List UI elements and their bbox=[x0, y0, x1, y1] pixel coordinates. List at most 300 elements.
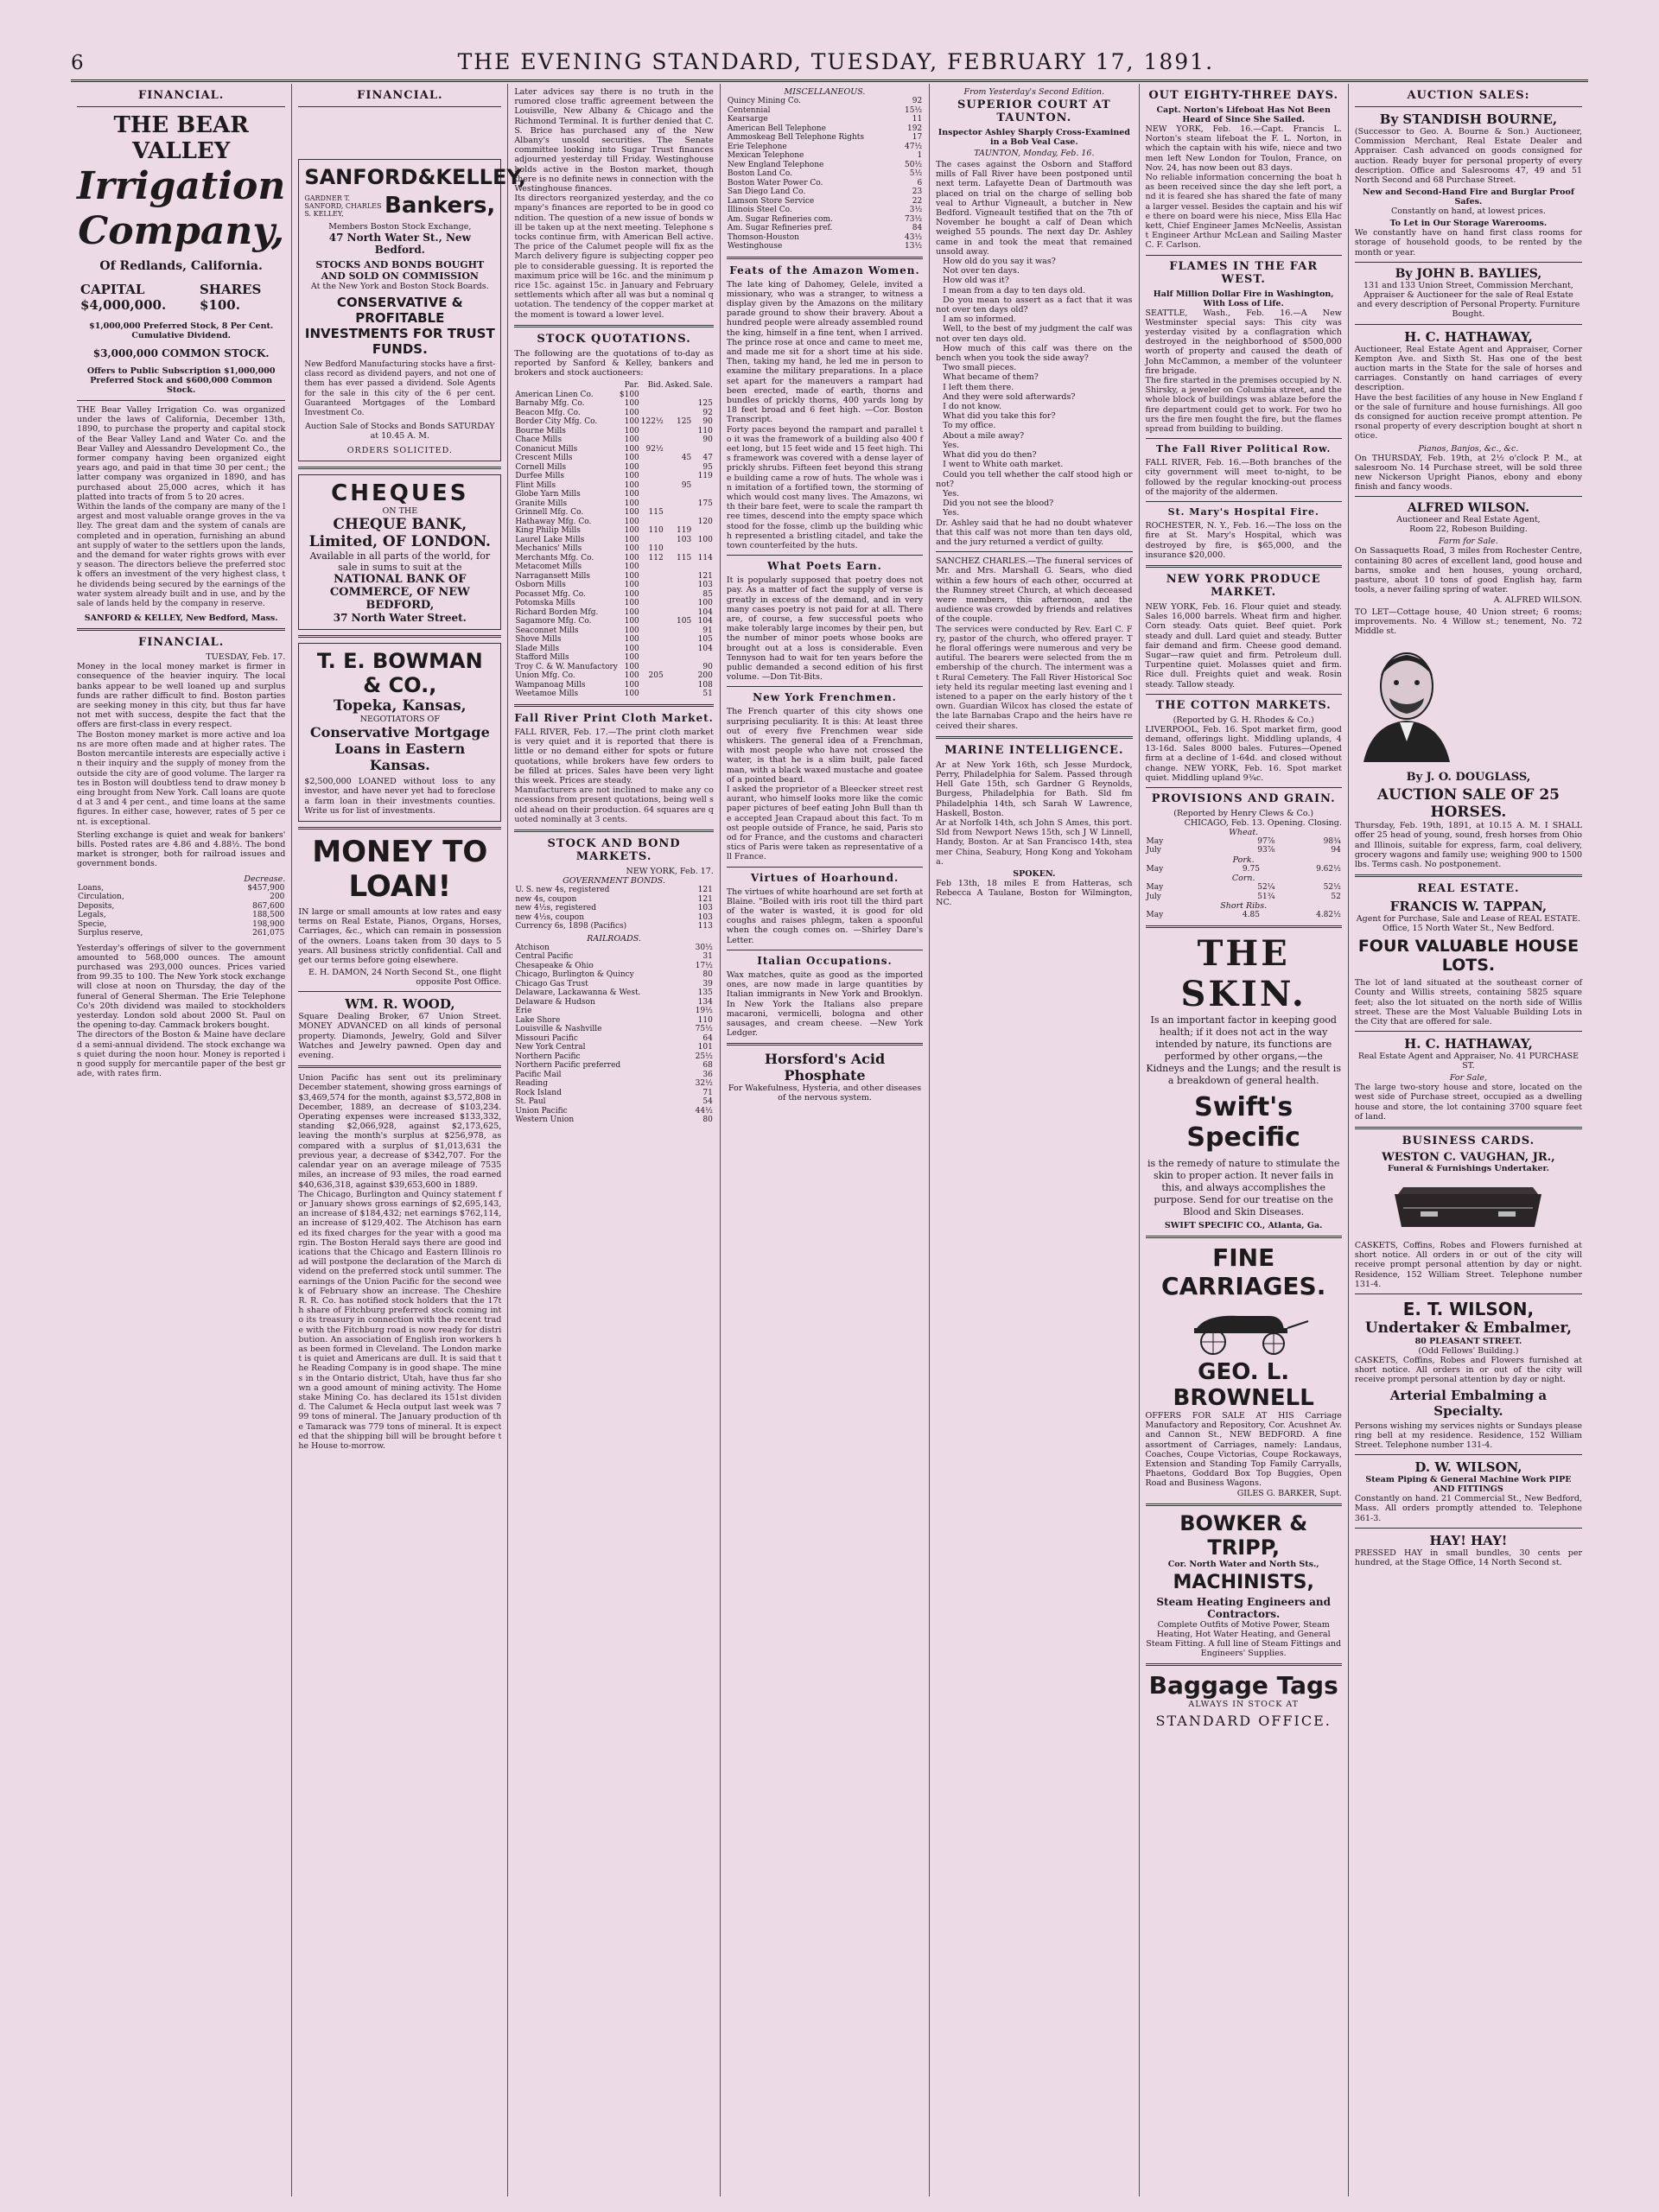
court-sub: Inspector Ashley Sharply Cross-Examined in a Bob Veal Case. bbox=[938, 128, 1130, 147]
hathaway-name: H. C. HATHAWAY, bbox=[1404, 328, 1533, 345]
bourne-const: Constantly on hand, at lowest prices. bbox=[1390, 207, 1546, 217]
quote-row-cell: 100 bbox=[624, 408, 639, 417]
quote-row-cell: 100 bbox=[624, 517, 639, 526]
poets-title: What Poets Earn. bbox=[767, 560, 882, 573]
marine-continued: Ar at Norfolk 14th, sch John S Ames, this port. Sld from Newport News 15th, sch J W Linnell, Handy, Boston. Ar at San Francisco 14th, steamer China, Seabury, Hong Kong and Yokohama. bbox=[936, 818, 1133, 867]
brownell-body: OFFERS FOR SALE AT HIS Carriage Manufactory and Repository, Cor. Acushnet Av. and Cannon St., NEW BEDFORD. A fine assortment of Carriages, namely: Landaus, Coaches, Coupe Victorias, Coupe Rockaways, Extension and Standing Top Family Carryalls, Phaetons, Goddard Box Top Buggies, Open Road and Business Wagons. bbox=[1145, 1410, 1342, 1489]
quote-row-cell: Flint Mills bbox=[515, 480, 556, 490]
statement-row bbox=[77, 911, 285, 920]
grain-cell: 52½ bbox=[1323, 883, 1341, 893]
sk-stocks: STOCKS AND BONDS BOUGHT AND SOLD ON COMMISSION bbox=[315, 259, 485, 282]
quote-row-cell bbox=[640, 409, 664, 418]
grain-cell: May bbox=[1146, 883, 1164, 893]
railroad-row-cell: 25½ bbox=[695, 1052, 713, 1061]
railroad-row-cell: Pacific Mail bbox=[515, 1070, 562, 1079]
hore-title: Virtues of Hoarhound. bbox=[750, 871, 899, 884]
misc-row-cell: Quincy Mining Co. bbox=[727, 97, 801, 105]
gov-bond-row-cell: new 4½s, registered bbox=[515, 904, 597, 913]
quote-row-cell: Merchants Mfg. Co. bbox=[515, 553, 594, 563]
money-to-loan: MONEY TO LOAN! bbox=[312, 835, 488, 905]
tb-loans: Conservative Mortgage Loans in Eastern Kansas. bbox=[309, 724, 490, 774]
quote-row bbox=[514, 590, 714, 600]
financial-heading-2: FINANCIAL. bbox=[137, 636, 225, 650]
brownell-name: GEO. L. BROWNELL bbox=[1173, 1358, 1314, 1411]
quote-row-cell bbox=[640, 481, 664, 491]
misc-row-cell: San Diego Land Co. bbox=[727, 188, 806, 196]
column-4 bbox=[721, 84, 930, 2196]
quote-row-cell: 100 bbox=[624, 653, 639, 663]
grain-group-table bbox=[1146, 911, 1342, 920]
grain-row bbox=[1146, 846, 1342, 855]
misc-row bbox=[727, 106, 923, 116]
quote-row-cell: 104 bbox=[697, 607, 713, 617]
testimony-line: And they were sold afterwards? bbox=[943, 391, 1076, 402]
quote-row-cell bbox=[692, 481, 714, 491]
statement-row bbox=[77, 902, 285, 912]
railroad-row bbox=[514, 1016, 714, 1026]
testimony-line: How old was it? bbox=[943, 276, 1009, 286]
gov-bonds-table bbox=[514, 886, 714, 931]
sk-partners: GARDNER T. SANFORD, CHARLES S. KELLEY, bbox=[304, 194, 382, 218]
misc-row-cell: 47½ bbox=[904, 142, 923, 151]
bear-valley-title: THE BEAR VALLEY bbox=[113, 112, 249, 164]
bank-statement-title: Decrease. bbox=[244, 874, 286, 884]
quote-row-cell: 100 bbox=[624, 617, 639, 626]
french-continued: I asked the proprietor of a Bleecker street restaurant, who himself looks more like the comic paper pictures of beef eating John Bull than the accepted Jean Crapaud about this fact. To most people outside of France, he said, Paris stood for France, and the customs and characteristics of Paris were taken as representative of all France. bbox=[726, 785, 924, 862]
railroads-table bbox=[514, 944, 714, 1125]
grain-row bbox=[1146, 893, 1342, 902]
misc-row-cell: Am. Sugar Refineries com. bbox=[727, 214, 833, 224]
baggage-tags-title: Baggage Tags bbox=[1148, 1671, 1338, 1700]
quote-row-cell: 104 bbox=[697, 617, 713, 626]
quote-row-cell bbox=[664, 463, 693, 473]
gov-bond-row-cell: 103 bbox=[697, 904, 713, 913]
forsale-title: For Sale, bbox=[1449, 1073, 1488, 1084]
quote-row-cell: King Philip Mills bbox=[515, 526, 581, 536]
testimony-line: About a mile away? bbox=[943, 430, 1025, 441]
page-number: 6 bbox=[71, 52, 84, 74]
testimony-line: I mean from a day to ten days old. bbox=[943, 285, 1085, 296]
financial-heading-col2: FINANCIAL. bbox=[357, 89, 443, 102]
grain-cell: 52¼ bbox=[1257, 883, 1275, 893]
quote-row-cell bbox=[664, 653, 693, 663]
stock-quotations-intro: The following are the quotations of to-day as reported by Sanford & Kelley, bankers and brokers and stock auctioneers: bbox=[514, 348, 714, 378]
quote-row-cell bbox=[640, 454, 664, 463]
quote-row-cell: 100 bbox=[624, 589, 639, 599]
cotton-sub: (Reported by G. H. Rhodes & Co.) bbox=[1173, 715, 1314, 725]
gov-bond-row-cell: Currency 6s, 1898 (Pacifics) bbox=[515, 922, 627, 931]
quote-row-cell: Sale. bbox=[693, 381, 713, 391]
quote-row-cell: 100 bbox=[624, 462, 639, 472]
dw-name: D. W. WILSON, bbox=[1414, 1459, 1522, 1476]
quote-row-cell bbox=[692, 526, 714, 536]
tappan-name: FRANCIS W. TAPPAN, bbox=[1389, 899, 1548, 915]
railroad-row-cell: 68 bbox=[702, 1061, 713, 1071]
farm-sign: A. ALFRED WILSON. bbox=[1493, 594, 1582, 605]
railroad-row-cell: 19½ bbox=[695, 1007, 713, 1016]
marine-title: MARINE INTELLIGENCE. bbox=[944, 743, 1124, 757]
misc-row-cell: American Bell Telephone bbox=[727, 124, 826, 133]
quote-row-cell: 100 bbox=[624, 644, 639, 653]
wilson-auction-addr: Room 22, Robeson Building. bbox=[1409, 524, 1528, 535]
quote-row-cell bbox=[664, 690, 693, 699]
quote-row-cell: Richard Borden Mfg. bbox=[515, 607, 599, 617]
tappan-addr: Office, 15 North Water St., New Bedford. bbox=[1382, 924, 1554, 934]
testimony-line: Do you mean to assert as a fact that it was not over ten days old? bbox=[936, 295, 1133, 315]
bowman-ad bbox=[298, 643, 501, 822]
statement-row-cell: $457,900 bbox=[247, 883, 285, 893]
quote-row bbox=[514, 518, 714, 527]
railroad-row bbox=[514, 970, 714, 980]
railroad-row-cell: New York Central bbox=[515, 1043, 586, 1052]
quote-row bbox=[514, 472, 714, 481]
misc-title: MISCELLANEOUS. bbox=[784, 87, 866, 97]
bear-valley-continued: Within the lands of the company are many of the largest and most valuable orange groves in the valley. The great dam and the system of canals are completed and in operation, furnishing an abundant supply of water to the settlers upon the lands, and the demand for water rights grows with every season. The directors believe the preferred stock offers an investment of the very highest class, the dividends being secured by the earnings of the water system already built and in use, and by the sale of lands held by the company in reserve. bbox=[77, 502, 286, 609]
column-7 bbox=[1349, 84, 1588, 2196]
railroad-row bbox=[514, 1007, 714, 1016]
railroad-row-cell: 30½ bbox=[695, 943, 713, 952]
railroad-row-cell: 101 bbox=[697, 1043, 713, 1052]
misc-row bbox=[727, 197, 923, 207]
misc-row-cell: 43½ bbox=[904, 232, 923, 242]
quote-row-cell bbox=[640, 427, 664, 436]
misc-row-cell: Am. Sugar Refineries pref. bbox=[727, 224, 833, 232]
quote-row-cell bbox=[664, 590, 693, 600]
amazon-body: The late king of Dahomey, Gelele, invited a missionary, who was a stranger, to witness a display given by the Amazons on the military parade ground to show their bravery. About a hundred people were already assembled round the king, himself in a fine tent, when I arrived. The prince rose at once and came to meet me, and made me sit for a short time at his side. Then, taking my hand, he led me in person to examine the military preparations. In a place set apart for the maneuvers a rampart had been erected, made of earth, thorns and bundles of prickly thorns, 400 yards long by 18 feet broad and 6 feet high. —Cor. Boston Transcript. bbox=[726, 279, 924, 425]
railroad-row bbox=[514, 952, 714, 962]
four-lots-body: The lot of land situated at the southeast corner of County and Willis streets, containing 5825 square feet; also the lot situated on the north side of Willis street. These are the Most Valuable Building Lots in the City that are offered for sale. bbox=[1354, 978, 1582, 1027]
statement-row bbox=[77, 884, 285, 893]
quote-row-cell bbox=[640, 490, 664, 499]
financial-body-4: Yesterday's offerings of silver to the government amounted to 568,000 ounces. The amount purchased was 293,000 ounces. Prices varied from 99.35 to 100. The New York stock exchange will close at noon on Thursday, the day of the funeral of General Sherman. The Erie Telephone Co's 20th dividend was mailed to stockholders yesterday. London sold about 2000 St. Paul on the opening to-day. Cammack brokers bought. bbox=[77, 943, 286, 1031]
real-estate-heading: REAL ESTATE. bbox=[1417, 882, 1520, 896]
quote-row-cell: Conanicut Mills bbox=[515, 444, 578, 454]
quote-row bbox=[514, 663, 714, 672]
quote-row-cell: 121 bbox=[697, 571, 713, 581]
statement-row-cell: Deposits, bbox=[78, 901, 115, 911]
quote-row-cell: 100 bbox=[624, 426, 639, 435]
railroad-row-cell: 80 bbox=[702, 970, 713, 980]
money-sign: E. H. DAMON, 24 North Second St., one flight opposite Post Office. bbox=[308, 968, 502, 988]
misc-row-cell: 23 bbox=[912, 188, 923, 196]
testimony-line: I left them there. bbox=[943, 382, 1014, 392]
gov-bond-row-cell: 121 bbox=[697, 894, 713, 904]
sk-auction: Auction Sale of Stocks and Bonds SATURDAY at 10.45 A. M. bbox=[305, 422, 495, 442]
sk-conservative: CONSERVATIVE & PROFITABLE INVESTMENTS FOR TRUST FUNDS. bbox=[304, 295, 495, 357]
grain-cell: 98¾ bbox=[1323, 836, 1341, 846]
column-1 bbox=[71, 84, 292, 2196]
court-body: The cases against the Osborn and Stafford mills of Fall River have been postponed until next term. Lafayette Dean of Dartmouth was placed on trial on the charge of selling bob veal to Arthur Vigneault, a butcher in New Bedford. Vigneault testified that on the 7th of November he bought a calf of Dean which weighed 55 pounds. The next day Dr. Ashley came in and took the meat that remained unsold away. bbox=[936, 160, 1133, 257]
quote-row-cell: 100 bbox=[624, 454, 639, 463]
railroad-row-cell: 31 bbox=[702, 952, 713, 962]
statement-row-cell: Loans, bbox=[78, 883, 105, 893]
quote-row-cell: 45 bbox=[681, 454, 692, 463]
misc-row bbox=[727, 224, 923, 233]
masthead bbox=[71, 48, 1588, 82]
railroads-title: RAILROADS. bbox=[587, 933, 641, 944]
tb-neg: NEGOTIATORS OF bbox=[359, 715, 440, 725]
quote-row bbox=[514, 391, 714, 400]
railroad-row-cell: 80 bbox=[702, 1116, 713, 1125]
political-title: The Fall River Political Row. bbox=[1156, 443, 1332, 455]
quote-row-cell: 100 bbox=[624, 535, 639, 544]
location-line: Of Redlands, California. bbox=[99, 259, 263, 273]
statement-row-cell: Circulation, bbox=[78, 893, 124, 902]
railroad-row-cell: Rock Island bbox=[515, 1088, 562, 1097]
quote-row-cell: 100 bbox=[624, 671, 639, 681]
grain-cell: May bbox=[1146, 836, 1164, 846]
quote-row-cell: Seaconnet Mills bbox=[515, 626, 579, 635]
quote-row-cell: Metacomet Mills bbox=[515, 563, 582, 572]
railroad-row bbox=[514, 1043, 714, 1052]
quote-row-cell bbox=[664, 544, 693, 554]
railroad-row-cell: 71 bbox=[702, 1088, 713, 1097]
quote-row-cell bbox=[664, 472, 693, 481]
sk-exch: At the New York and Boston Stock Boards. bbox=[310, 282, 489, 291]
tb-name: T. E. BOWMAN & CO., bbox=[316, 649, 483, 698]
flames-sub: Half Million Dollar Fire in Washington, With Loss of Life. bbox=[1153, 289, 1334, 308]
misc-row-cell: Ammoskeag Bell Telephone Rights bbox=[727, 133, 865, 142]
quote-row bbox=[514, 445, 714, 454]
quote-row bbox=[514, 572, 714, 582]
provisions-sub: (Reported by Henry Clews & Co.) bbox=[1173, 808, 1314, 818]
grain-group-table bbox=[1146, 865, 1342, 874]
misc-row-cell: New England Telephone bbox=[727, 160, 824, 169]
testimony-line: Yes. bbox=[943, 440, 960, 450]
railroad-row-cell: 134 bbox=[697, 997, 713, 1007]
quote-row-cell: 100 bbox=[624, 444, 639, 454]
railroad-row bbox=[514, 944, 714, 953]
quote-row-cell bbox=[664, 445, 693, 454]
swift-body: is the remedy of nature to stimulate the skin to proper action. It never fails in this, and always accomplishes the purpose. Send for our treatise on the Blood and Skin Diseases. bbox=[1147, 1157, 1340, 1217]
quote-row-cell: 100 bbox=[624, 571, 639, 581]
misc-row bbox=[727, 206, 923, 215]
quote-row-cell: Bourne Mills bbox=[515, 426, 566, 435]
grain-cell: 4.85 bbox=[1242, 911, 1260, 920]
misc-row-cell: Kearsarge bbox=[727, 115, 768, 124]
quote-row bbox=[514, 481, 714, 491]
misc-row bbox=[727, 215, 923, 225]
quote-row-cell bbox=[664, 572, 693, 582]
statement-row-cell: 867,600 bbox=[252, 901, 285, 911]
quote-row-cell: 100 bbox=[624, 607, 639, 617]
baylies-name: By JOHN B. BAYLIES, bbox=[1395, 266, 1542, 281]
quote-row-cell: Barnaby Mfg. Co. bbox=[515, 399, 585, 409]
statement-row-cell: Surplus reserve, bbox=[78, 929, 143, 938]
quote-row-cell: 112 bbox=[648, 553, 664, 563]
quote-row bbox=[514, 463, 714, 473]
quote-row-cell bbox=[640, 590, 664, 600]
railroad-row-cell: 54 bbox=[702, 1097, 713, 1107]
quote-row bbox=[514, 554, 714, 563]
quote-row-cell bbox=[664, 409, 693, 418]
gov-bond-row bbox=[514, 886, 714, 895]
railroad-row bbox=[514, 962, 714, 971]
misc-row-cell: 11 bbox=[912, 115, 923, 124]
financial-dateline: TUESDAY, Feb. 17. bbox=[206, 652, 286, 663]
quote-row-cell bbox=[640, 536, 664, 545]
quote-row-cell bbox=[664, 399, 693, 409]
quote-row-cell bbox=[692, 653, 714, 663]
financial-body-3: Sterling exchange is quiet and weak for bankers' bills. Posted rates are 4.86 and 4.88½. The bond market is stronger, both for railroad issues and government bonds. bbox=[77, 830, 286, 869]
quote-row bbox=[514, 526, 714, 536]
quote-row-cell: Par. bbox=[624, 381, 639, 391]
misc-row bbox=[727, 143, 923, 152]
swift-title: Swift's Specific bbox=[1186, 1091, 1300, 1153]
misc-table bbox=[727, 97, 923, 251]
gov-bond-row bbox=[514, 913, 714, 923]
quote-row-cell: 95 bbox=[702, 462, 713, 472]
business-heading: BUSINESS CARDS. bbox=[1402, 1134, 1535, 1147]
railroad-row-cell: 135 bbox=[697, 988, 713, 998]
quote-row-cell: Cornell Mills bbox=[515, 462, 567, 472]
misc-row bbox=[727, 161, 923, 170]
quote-row-cell: 100 bbox=[624, 563, 639, 572]
railroad-row-cell: Atchison bbox=[515, 943, 550, 952]
hospital-body: ROCHESTER, N. Y., Feb. 16.—The loss on the fire at St. Mary's Hospital, which was destroyed by fire, is $65,000, and the insurance $20,000. bbox=[1145, 521, 1342, 560]
railroad-row-cell: 32½ bbox=[695, 1079, 713, 1089]
quote-row bbox=[514, 563, 714, 572]
quote-row-cell: American Linen Co. bbox=[515, 390, 594, 399]
railroad-row-cell: Chicago Gas Trust bbox=[515, 979, 588, 988]
wilson-body: CASKETS, Coffins, Robes and Flowers furnished at short notice. All orders in or out of the city will receive prompt personal attention by day or night. bbox=[1354, 1355, 1582, 1385]
statement-row bbox=[77, 929, 285, 938]
quote-row-cell bbox=[692, 490, 714, 499]
quote-row-cell: 100 bbox=[624, 553, 639, 563]
misc-row-cell: 1 bbox=[917, 151, 923, 160]
french-title: New York Frenchmen. bbox=[753, 691, 897, 704]
quote-row-cell bbox=[664, 663, 693, 672]
quote-row-cell: 100 bbox=[697, 599, 713, 608]
grain-group-title: Wheat. bbox=[1229, 827, 1259, 837]
railroad-row bbox=[514, 1107, 714, 1116]
wilson-auction-role: Auctioneer and Real Estate Agent, bbox=[1396, 515, 1541, 525]
bourne-body: (Successor to Geo. A. Bourne & Son.) Auctioneer, Commission Merchant, Real Estate Dealer and Appraiser. Cash advanced on goods consigned for auction. Ready buyer for personal property of every description. Office and Salesrooms 47, 49 and 51 North Second and 68 Purchase Street. bbox=[1354, 127, 1582, 186]
grain-cell: 97⅞ bbox=[1257, 836, 1275, 846]
quote-row-cell bbox=[692, 391, 714, 400]
quote-row-cell: Durfee Mills bbox=[515, 472, 564, 481]
grain-group-table bbox=[1146, 883, 1342, 901]
quote-row-cell bbox=[640, 690, 664, 699]
misc-row-cell: Centennial bbox=[727, 105, 771, 115]
capital-amount: CAPITAL $4,000,000. bbox=[80, 282, 167, 313]
irrigation-company-title: Irrigation Company, bbox=[77, 164, 286, 253]
union-pacific-body: Union Pacific has sent out its preliminary December statement, showing gross earnings of $3,469,574 for the month, against $3,572,808 in December, 1889, an decrease of $103,234. Operating expenses were increased $133,332, standing $2,066,928, against $2,173,625, leaving the month's surplus at $256,978, as compared with a surplus of $1,013,631 the previous year, a decrease of $342,707. For the calendar year on an average mileage of 7535 miles, an increase of 93 miles, the road earned $40,636,318, against $39,653,600 in 1889. bbox=[298, 1073, 502, 1190]
page-title: THE EVENING STANDARD, TUESDAY, FEBRUARY 17, 1891. bbox=[457, 49, 1215, 74]
quote-row-cell: 100 bbox=[624, 599, 639, 608]
marine-body: Ar at New York 16th, sch Jesse Murdock, Perry, Philadelphia for Salem. Passed through Hell Gate 15th, sch Gardner G Reynolds, Burgess, Philadelphia for Bath. Sld fm Philadelphia 14th, sch Sarah W Lawrence, Haskell, Boston. bbox=[936, 760, 1133, 818]
grain-row bbox=[1146, 837, 1342, 847]
cheques-addr: 37 North Water Street. bbox=[333, 612, 467, 625]
quote-row-cell bbox=[640, 435, 664, 445]
days-title: OUT EIGHTY-THREE DAYS. bbox=[1148, 89, 1339, 102]
misc-row-cell: Thomson-Houston bbox=[727, 232, 799, 242]
cheque-bank-ad bbox=[298, 474, 501, 630]
quote-row-cell: Granite Mills bbox=[515, 499, 568, 508]
testimony-line: How much of this calf was there on the bench when you took the side away? bbox=[936, 343, 1133, 364]
statement-row-cell: 261,075 bbox=[252, 929, 285, 938]
misc-row bbox=[727, 233, 923, 243]
bowker-tripp-body: Complete Outfits of Motive Power, Steam Heating, Hot Water Heating, and General Steam Fitting. A full line of Steam Fittings and Engineers' Supplies. bbox=[1146, 1619, 1342, 1659]
railroad-row bbox=[514, 980, 714, 989]
gov-bond-row-cell: 113 bbox=[697, 922, 713, 931]
forsale-body: The large two-story house and store, located on the west side of Purchase street, occupied as a dwelling house and store, the lot containing 3700 square feet of land. bbox=[1354, 1083, 1582, 1122]
testimony-line: Did you not see the blood? bbox=[943, 499, 1054, 509]
cheques-on: ON THE bbox=[382, 506, 418, 517]
stock-quotations-title: STOCK QUOTATIONS. bbox=[537, 332, 691, 346]
quote-row-cell: Weetamoe Mills bbox=[515, 690, 579, 699]
quote-row-cell: 110 bbox=[648, 544, 664, 554]
arterial-title: Arterial Embalming a Specialty. bbox=[1389, 1387, 1548, 1419]
quote-row bbox=[514, 635, 714, 645]
tb-city: Topeka, Kansas, bbox=[334, 697, 467, 715]
grain-group-table bbox=[1146, 837, 1342, 855]
quote-row-cell bbox=[664, 608, 693, 618]
quote-row-cell: Crescent Mills bbox=[515, 454, 573, 463]
quote-row-cell bbox=[640, 663, 664, 672]
gov-bond-row-cell: 121 bbox=[697, 886, 713, 895]
testimony-line: Could you tell whether the calf stood high or not? bbox=[936, 469, 1133, 489]
quote-row-cell bbox=[692, 445, 714, 454]
quote-row-cell bbox=[640, 581, 664, 590]
testimony-line: Yes. bbox=[943, 508, 960, 518]
railroad-row-cell: Lake Shore bbox=[515, 1015, 561, 1025]
quote-row-cell bbox=[664, 626, 693, 636]
sanford-kelley-ad bbox=[298, 159, 526, 461]
casket-illustration bbox=[1386, 1177, 1550, 1237]
hathaway2-role: Real Estate Agent and Appraiser, No. 41 PURCHASE ST. bbox=[1357, 1052, 1580, 1071]
stock-quotations-table bbox=[514, 381, 714, 699]
misc-row bbox=[727, 133, 923, 143]
cheques-bank: CHEQUE BANK, Limited, OF LONDON. bbox=[308, 516, 491, 551]
railroad-row bbox=[514, 1089, 714, 1098]
court-end: Dr. Ashley said that he had no doubt whatever that this calf was not more than ten days old, and the jury returned a verdict of guilty. bbox=[936, 518, 1133, 547]
statement-row-cell: 198,900 bbox=[252, 919, 285, 929]
grain-group-title: Corn. bbox=[1231, 874, 1255, 884]
bourne-sub: New and Second-Hand Fire and Burglar Proof Safes. bbox=[1362, 188, 1574, 207]
vaughan-role: Funeral & Furnishings Undertaker. bbox=[1387, 1163, 1549, 1173]
portrait-illustration bbox=[1355, 641, 1459, 762]
quote-row-cell: $100 bbox=[619, 390, 639, 399]
provisions-dateline: CHICAGO, Feb. 13. Opening. Closing. bbox=[1184, 817, 1342, 828]
french-body: The French quarter of this city shows one surprising peculiarity. It is this: At least three out of every five Frenchmen wear side whiskers. The general idea of a Frenchman, with most people who have not crossed the water, is that he is a slim built, pale faced man, with a black waxed mustache and goatee of a pointed beard. bbox=[726, 707, 924, 785]
acid-title: Horsford's Acid Phosphate bbox=[764, 1051, 886, 1084]
quote-row bbox=[514, 508, 714, 518]
quote-row bbox=[514, 490, 714, 499]
quote-row-cell bbox=[664, 508, 693, 518]
testimony-line: To my office. bbox=[943, 421, 996, 431]
misc-row-cell: 13½ bbox=[904, 242, 923, 251]
sk-name: SANFORD&KELLEY, bbox=[304, 165, 526, 189]
cotton-title: THE COTTON MARKETS. bbox=[1155, 698, 1332, 712]
testimony-line: Well, to the best of my judgment the calf was not over ten days old. bbox=[936, 324, 1133, 344]
quote-row-cell: 92½ bbox=[645, 444, 664, 454]
misc-row-cell: Westinghouse bbox=[727, 242, 783, 251]
testimony-line: Two small pieces. bbox=[943, 363, 1017, 373]
railroad-row-cell: 17½ bbox=[695, 961, 713, 970]
quote-row-cell: 100 bbox=[624, 626, 639, 635]
quote-row bbox=[514, 536, 714, 545]
bourne-name: By STANDISH BOURNE, bbox=[1379, 111, 1558, 127]
quote-row-cell bbox=[664, 499, 693, 509]
misc-row bbox=[727, 151, 923, 161]
grain-row bbox=[1146, 911, 1342, 920]
quote-row-cell: 100 bbox=[624, 508, 639, 518]
quote-row-cell: Potomska Mills bbox=[515, 599, 575, 608]
bear-valley-signature: SANFORD & KELLEY, New Bedford, Mass. bbox=[84, 613, 278, 624]
grain-cell: 52 bbox=[1331, 892, 1341, 901]
misc-row bbox=[727, 124, 923, 134]
